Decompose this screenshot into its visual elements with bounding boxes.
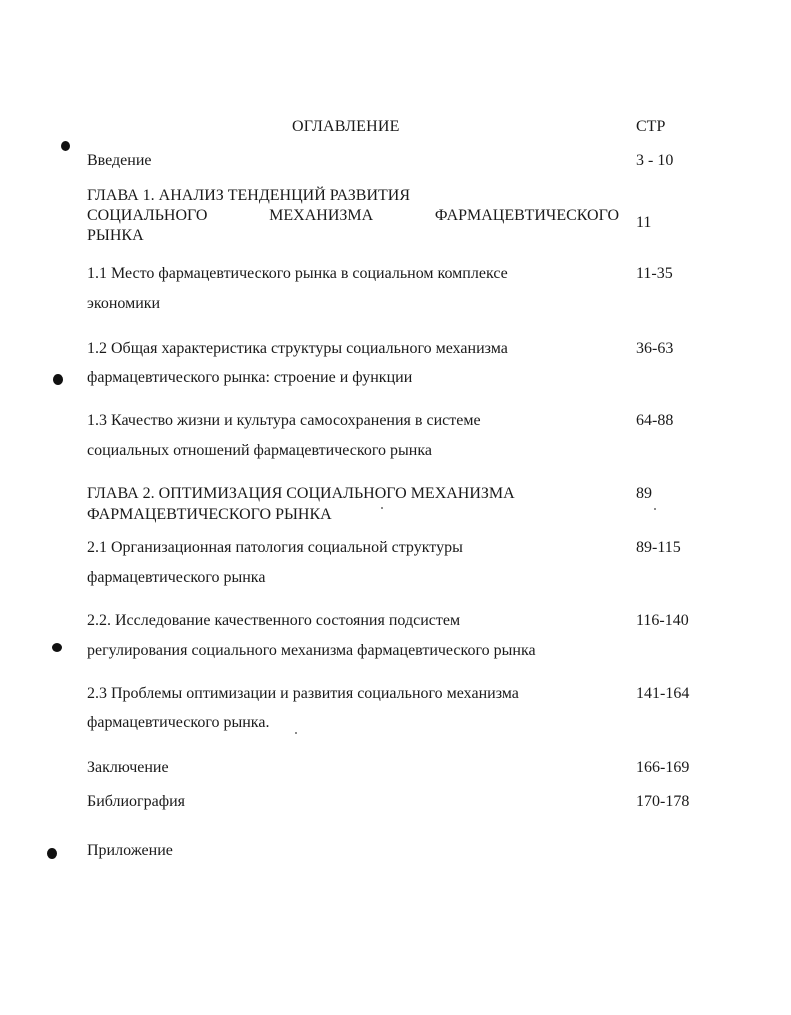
toc-chapter1-line2: СОЦИАЛЬНОГО МЕХАНИЗМА ФАРМАЦЕВТИЧЕСКОГО	[87, 207, 619, 224]
toc-title: ОГЛАВЛЕНИЕ	[292, 118, 400, 135]
toc-entry-conclusion: Заключение	[87, 759, 169, 776]
toc-chapter1-line3: РЫНКА	[87, 227, 144, 244]
scan-speck	[654, 508, 656, 510]
toc-section-2-1-line1: 2.1 Организационная патология социальной структуры	[87, 539, 463, 556]
scan-speck	[381, 507, 383, 509]
toc-page-section-2-3: 141-164	[636, 685, 690, 702]
toc-section-1-2-line2: фармацевтического рынка: строение и функции	[87, 369, 413, 386]
toc-section-1-2-line1: 1.2 Общая характеристика структуры социального механизма	[87, 340, 508, 357]
scan-mark	[47, 848, 57, 859]
toc-section-2-3-line2: фармацевтического рынка.	[87, 714, 270, 731]
scan-mark	[61, 141, 70, 151]
toc-section-1-3-line2: социальных отношений фармацевтического рынка	[87, 442, 432, 459]
toc-page-section-1-1: 11-35	[636, 265, 673, 282]
toc-section-1-3-line1: 1.3 Качество жизни и культура самосохранения в системе	[87, 412, 481, 429]
toc-page-intro: 3 - 10	[636, 152, 674, 169]
toc-entry-appendix: Приложение	[87, 842, 173, 859]
toc-section-1-1-line2: экономики	[87, 295, 161, 312]
toc-chapter2-line1: ГЛАВА 2. ОПТИМИЗАЦИЯ СОЦИАЛЬНОГО МЕХАНИЗМА	[87, 485, 515, 502]
toc-section-2-1-line2: фармацевтического рынка	[87, 569, 266, 586]
toc-section-2-2-line1: 2.2. Исследование качественного состояния подсистем	[87, 612, 461, 629]
toc-page-section-1-2: 36-63	[636, 340, 674, 357]
toc-entry-bibliography: Библиография	[87, 793, 185, 810]
toc-entry-intro: Введение	[87, 152, 152, 169]
toc-page-section-2-2: 116-140	[636, 612, 689, 629]
scan-mark	[52, 643, 62, 652]
toc-page-section-1-3: 64-88	[636, 412, 674, 429]
scan-speck	[295, 732, 297, 734]
toc-page-conclusion: 166-169	[636, 759, 690, 776]
scan-mark	[53, 374, 63, 385]
toc-section-2-3-line1: 2.3 Проблемы оптимизации и развития социального механизма	[87, 685, 519, 702]
toc-chapter2-line2: ФАРМАЦЕВТИЧЕСКОГО РЫНКА	[87, 506, 332, 523]
toc-section-1-1-line1: 1.1 Место фармацевтического рынка в социальном комплексе	[87, 265, 508, 282]
toc-page-bibliography: 170-178	[636, 793, 690, 810]
toc-page-chapter2: 89	[636, 485, 652, 502]
toc-page-chapter1: 11	[636, 214, 652, 231]
page-column-header: СТР	[636, 118, 666, 135]
toc-chapter1-line1: ГЛАВА 1. АНАЛИЗ ТЕНДЕНЦИЙ РАЗВИТИЯ	[87, 187, 411, 204]
toc-section-2-2-line2: регулирования социального механизма фармацевтического рынка	[87, 642, 536, 659]
toc-page-section-2-1: 89-115	[636, 539, 681, 556]
